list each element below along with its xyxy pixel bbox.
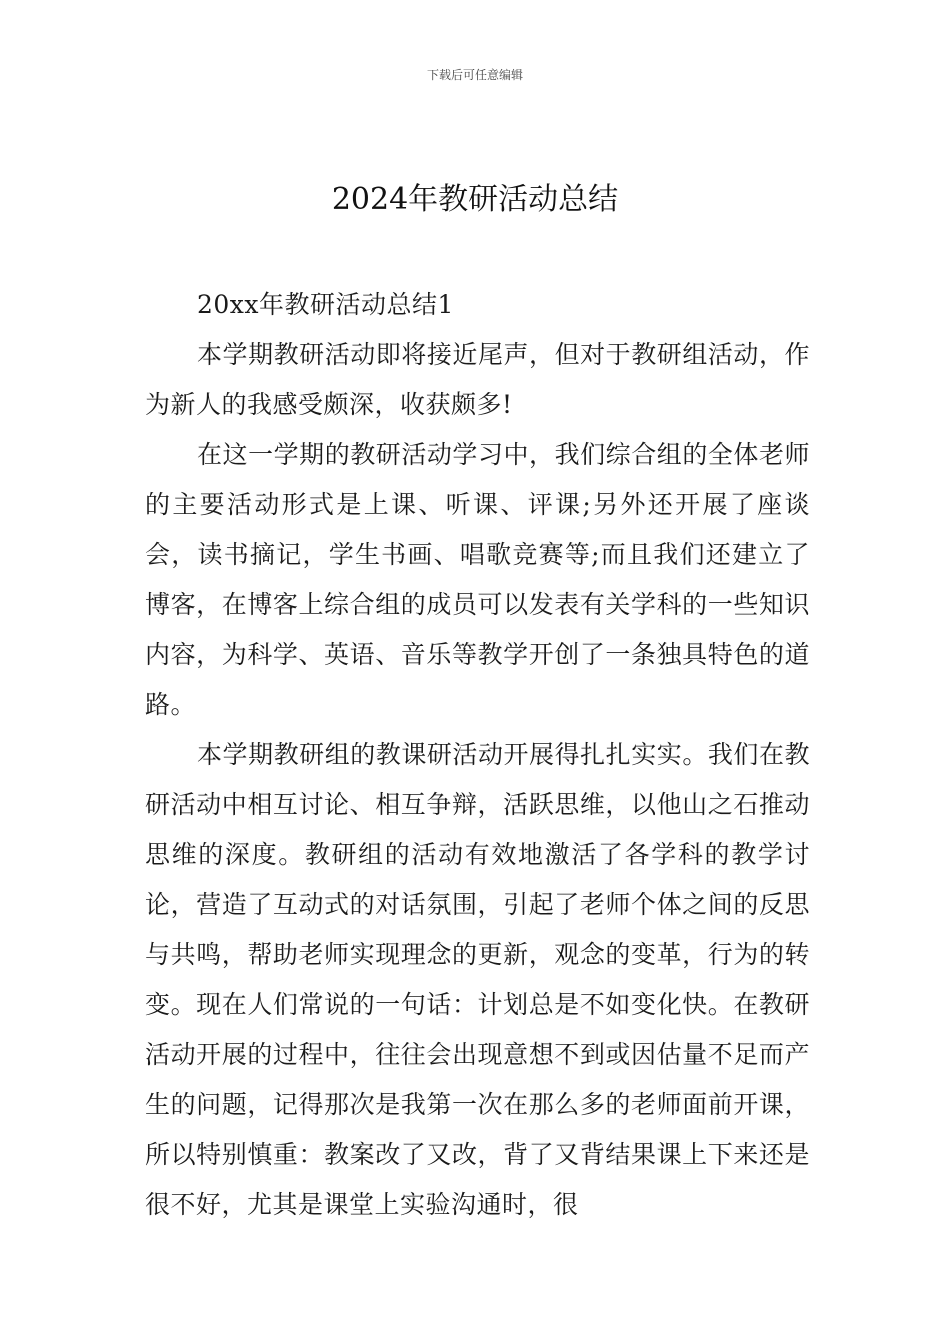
- section-heading: 20xx年教研活动总结1: [197, 290, 454, 319]
- header-note: 下载后可任意编辑: [426, 68, 523, 82]
- document-title: 2024年教研活动总结: [331, 182, 619, 217]
- paragraph: 本学期教研活动即将接近尾声，但对于教研组活动，作为新人的我感受颇深，收获颇多!: [145, 340, 810, 419]
- document-body: [145, 280, 810, 1230]
- paragraph: 在这一学期的教研活动学习中，我们综合组的全体老师的主要活动形式是上课、听课、评课;另外还开展了座谈会，读书摘记，学生书画、唱歌竞赛等;而且我们还建立了博客，在博客上综合组的成员可以发表有关学科的一些知识内容，为科学、英语、音乐等教学开创了一条独具特色的道路。: [145, 440, 810, 719]
- paragraph: 本学期教研组的教课研活动开展得扎扎实实。我们在教研活动中相互讨论、相互争辩，活跃思维，以他山之石推动思维的深度。教研组的活动有效地激活了各学科的教学讨论，营造了互动式的对话氛围，引起了老师个体之间的反思与共鸣，帮助老师实现理念的更新，观念的变革，行为的转变。现在人们常说的一句话：计划总是不如变化快。在教研活动开展的过程中，往往会出现意想不到或因估量不足而产生的问题，记得那次是我第一次在那么多的老师面前开课，所以特别慎重：教案改了又改，背了又背结果课上下来还是很不好，尤其是课堂上实验沟通时，很: [145, 740, 810, 1219]
